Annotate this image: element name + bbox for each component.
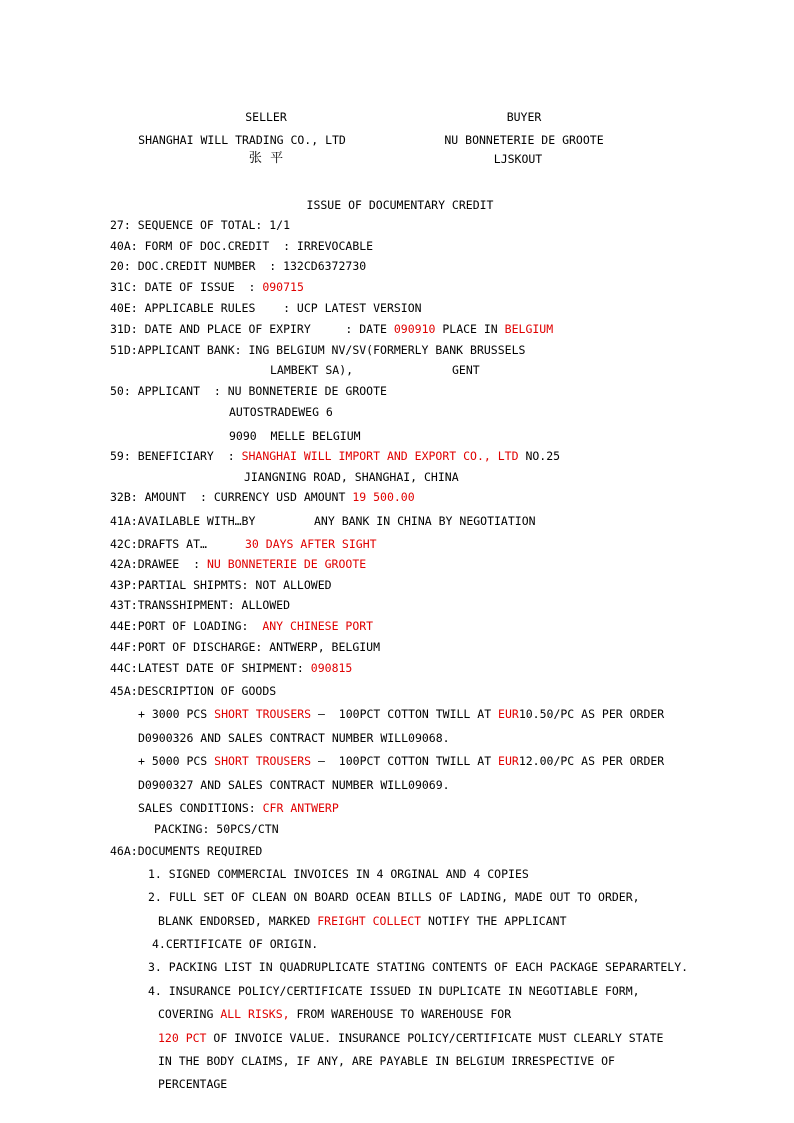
field-59-address: JIANGNING ROAD, SHANGHAI, CHINA bbox=[244, 470, 459, 484]
field-32b-value: 19 500.00 bbox=[352, 490, 415, 504]
doc-2-freight: FREIGHT COLLECT bbox=[317, 914, 422, 928]
field-40e-rules: 40E: APPLICABLE RULES : UCP LATEST VERSION bbox=[110, 301, 422, 315]
goods-item-2-product: SHORT TROUSERS bbox=[214, 754, 312, 768]
field-44e-value: ANY CHINESE PORT bbox=[262, 619, 374, 633]
doc-4-value-text: OF INVOICE VALUE. INSURANCE POLICY/CERTIFICATE MUST CLEARLY STATE bbox=[206, 1031, 664, 1045]
field-42a-label: 42A:DRAWEE : bbox=[110, 557, 207, 571]
field-31d-mid: PLACE IN bbox=[435, 322, 505, 336]
field-31c-value: 090715 bbox=[262, 280, 304, 294]
goods-item-1-price: 10.50/PC AS PER ORDER bbox=[518, 707, 665, 721]
doc-4-value bbox=[158, 1031, 663, 1045]
field-44e-loading bbox=[110, 619, 373, 633]
field-44c-value: 090815 bbox=[310, 661, 353, 675]
field-50-address1: AUTOSTRADEWEG 6 bbox=[229, 405, 333, 419]
field-43t-transshipment: 43T:TRANSSHIPMENT: ALLOWED bbox=[110, 598, 291, 612]
goods-item-1-product: SHORT TROUSERS bbox=[214, 707, 312, 721]
doc-1-invoices: 1. SIGNED COMMERCIAL INVOICES IN 4 ORGINAL AND 4 COPIES bbox=[148, 867, 529, 881]
seller-signature: 张 平 bbox=[248, 151, 284, 166]
sales-conditions-label: SALES CONDITIONS: bbox=[138, 801, 263, 815]
doc-4-pct: 120 PCT bbox=[158, 1031, 207, 1045]
goods-item-1 bbox=[138, 707, 664, 721]
field-40a-form: 40A: FORM OF DOC.CREDIT : IRREVOCABLE bbox=[110, 239, 374, 253]
buyer-signature: LJSKOUT bbox=[493, 152, 543, 166]
field-50-applicant: 50: APPLICANT : NU BONNETERIE DE GROOTE bbox=[110, 384, 387, 398]
doc-4-covering-label: COVERING bbox=[158, 1007, 221, 1021]
field-46a-label: 46A:DOCUMENTS REQUIRED bbox=[110, 844, 263, 858]
doc-2-endorsed-text: BLANK ENDORSED, MARKED bbox=[158, 914, 318, 928]
field-31c-date-of-issue bbox=[110, 280, 304, 294]
doc-4-claims: IN THE BODY CLAIMS, IF ANY, ARE PAYABLE IN BELGIUM IRRESPECTIVE OF bbox=[158, 1054, 615, 1068]
goods-item-2-currency: EUR bbox=[498, 754, 519, 768]
doc-4-covering bbox=[158, 1007, 511, 1021]
field-51d-bank-line2b: GENT bbox=[452, 363, 480, 377]
field-42a-value: NU BONNETERIE DE GROOTE bbox=[206, 557, 367, 571]
field-59-label: 59: BENEFICIARY : bbox=[110, 449, 242, 463]
goods-item-2-qty: + 5000 PCS bbox=[138, 754, 215, 768]
field-44c-latest-shipment bbox=[110, 661, 352, 675]
goods-item-2 bbox=[138, 754, 664, 768]
field-59-name: SHANGHAI WILL IMPORT AND EXPORT CO., LTD bbox=[241, 449, 519, 463]
packing: PACKING: 50PCS/CTN bbox=[154, 822, 279, 836]
goods-item-2-desc: – 100PCT COTTON TWILL AT bbox=[311, 754, 499, 768]
goods-item-1-desc: – 100PCT COTTON TWILL AT bbox=[311, 707, 499, 721]
sales-conditions-value: CFR ANTWERP bbox=[262, 801, 339, 815]
field-42c-value: 30 DAYS AFTER SIGHT bbox=[245, 537, 377, 551]
field-51d-bank-line2a: LAMBEKT SA), bbox=[270, 363, 354, 377]
field-50-address2: 9090 MELLE BELGIUM bbox=[229, 429, 361, 443]
doc-3-packing-list: 3. PACKING LIST IN QUADRUPLICATE STATING CONTENTS OF EACH PACKAGE SEPARARTELY. bbox=[148, 960, 689, 974]
field-31d-date: 090910 bbox=[393, 322, 436, 336]
sales-conditions bbox=[138, 801, 339, 815]
field-27-sequence: 27: SEQUENCE OF TOTAL: 1/1 bbox=[110, 218, 291, 232]
buyer-name: NU BONNETERIE DE GROOTE bbox=[444, 133, 604, 147]
seller-name: SHANGHAI WILL TRADING CO., LTD bbox=[138, 133, 346, 147]
doc-4-insurance: 4. INSURANCE POLICY/CERTIFICATE ISSUED IN DUPLICATE IN NEGOTIABLE FORM, bbox=[148, 984, 640, 998]
field-44f-discharge: 44F:PORT OF DISCHARGE: ANTWERP, BELGIUM bbox=[110, 640, 381, 654]
field-32b-amount bbox=[110, 490, 415, 504]
goods-item-1-currency: EUR bbox=[498, 707, 519, 721]
goods-item-1-qty: + 3000 PCS bbox=[138, 707, 215, 721]
field-44e-label: 44E:PORT OF LOADING: bbox=[110, 619, 263, 633]
field-41a-label: 41A:AVAILABLE WITH…BY bbox=[110, 514, 256, 528]
buyer-heading: BUYER bbox=[506, 110, 542, 124]
doc-2-notify: NOTIFY THE APPLICANT bbox=[421, 914, 567, 928]
doc-4-percentage: PERCENTAGE bbox=[158, 1077, 228, 1091]
field-45a-label: 45A:DESCRIPTION OF GOODS bbox=[110, 684, 277, 698]
field-31d-label: 31D: DATE AND PLACE OF EXPIRY : DATE bbox=[110, 322, 394, 336]
goods-item-1-order: D0900326 AND SALES CONTRACT NUMBER WILL09068. bbox=[138, 731, 450, 745]
field-44c-label: 44C:LATEST DATE OF SHIPMENT: bbox=[110, 661, 311, 675]
doc-2-endorsed bbox=[158, 914, 567, 928]
field-59-beneficiary bbox=[110, 449, 560, 463]
field-31d-expiry bbox=[110, 322, 553, 336]
field-42a-drawee bbox=[110, 557, 366, 571]
field-51d-bank-line1: 51D:APPLICANT BANK: ING BELGIUM NV/SV(FORMERLY BANK BRUSSELS bbox=[110, 343, 526, 357]
field-42c-label: 42C:DRAFTS AT… bbox=[110, 537, 207, 551]
document-title: ISSUE OF DOCUMENTARY CREDIT bbox=[306, 198, 494, 212]
field-32b-label: 32B: AMOUNT : CURRENCY USD AMOUNT bbox=[110, 490, 353, 504]
field-31d-place: BELGIUM bbox=[504, 322, 554, 336]
doc-4-all-risks: ALL RISKS, bbox=[220, 1007, 290, 1021]
field-31c-label: 31C: DATE OF ISSUE : bbox=[110, 280, 263, 294]
goods-item-2-price: 12.00/PC AS PER ORDER bbox=[518, 754, 665, 768]
seller-heading: SELLER bbox=[245, 110, 287, 124]
field-43p-partial: 43P:PARTIAL SHIPMTS: NOT ALLOWED bbox=[110, 578, 332, 592]
goods-item-2-order: D0900327 AND SALES CONTRACT NUMBER WILL09069. bbox=[138, 778, 450, 792]
field-20-credit-number: 20: DOC.CREDIT NUMBER : 132CD6372730 bbox=[110, 259, 367, 273]
doc-4-warehouse: FROM WAREHOUSE TO WAREHOUSE FOR bbox=[289, 1007, 512, 1021]
doc-2-bills-of-lading: 2. FULL SET OF CLEAN ON BOARD OCEAN BILLS OF LADING, MADE OUT TO ORDER, bbox=[148, 890, 640, 904]
doc-certificate-of-origin: 4.CERTIFICATE OF ORIGIN. bbox=[152, 937, 319, 951]
field-41a-value: ANY BANK IN CHINA BY NEGOTIATION bbox=[314, 514, 536, 528]
field-59-rest: NO.25 bbox=[518, 449, 561, 463]
